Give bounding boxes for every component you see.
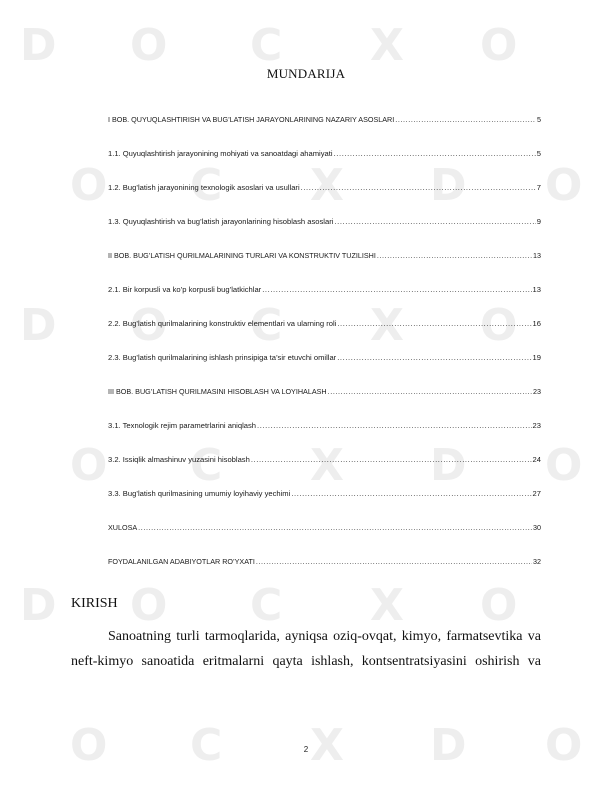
svg-text:D: D [430, 160, 467, 211]
svg-text:O: O [70, 720, 108, 771]
toc-entry-text: III BOB. BUG’LATISH QURILMASINI HISOBLASH VA LOYIHALASH [108, 387, 327, 396]
toc-entry-text: 1.2. Bug’latish jarayonining texnologik asoslari va usullari [108, 183, 300, 192]
toc-entry-text: 3.1. Texnologik rejim parametrlarini aniqlash [108, 421, 257, 430]
svg-text:C: C [250, 580, 283, 631]
svg-text:O: O [480, 580, 518, 631]
toc-entry-page: 32 [533, 557, 541, 566]
svg-text:O: O [545, 160, 583, 211]
svg-text:D: D [430, 440, 467, 491]
toc-entry[interactable] [108, 523, 541, 532]
toc-entry[interactable] [108, 115, 541, 124]
intro-paragraph [71, 624, 541, 674]
toc-entry[interactable] [108, 489, 541, 498]
toc-entry-page: 23 [533, 387, 541, 396]
toc-leader-dots [257, 421, 532, 430]
toc-entry-page: 13 [532, 285, 541, 294]
toc-entry[interactable] [108, 251, 541, 260]
toc-leader-dots [337, 353, 531, 362]
toc-entry-text: 1.1. Quyuqlashtirish jarayonining mohiyati va sanoatdagi ahamiyati [108, 149, 333, 158]
toc-title: MUNDARIJA [266, 66, 346, 81]
toc-leader-dots [334, 217, 535, 226]
svg-text:D: D [430, 720, 467, 771]
toc-leader-dots [328, 387, 532, 396]
svg-text:O: O [480, 20, 518, 71]
toc-leader-dots [251, 455, 532, 464]
toc-entry-page: 7 [536, 183, 541, 192]
svg-text:C: C [190, 160, 223, 211]
toc-entry[interactable] [108, 285, 541, 294]
toc-entry[interactable] [108, 183, 541, 192]
svg-text:O: O [130, 20, 168, 71]
toc-entry-text: 3.2. Issiqlik almashinuv yuzasini hisoblash [108, 455, 250, 464]
intro-paragraph-line: Sanoatning turli tarmoqlarida, ayniqsa oziq-ovqat, kimyo, farmatsevtika va [108, 629, 541, 644]
svg-text:C: C [250, 20, 283, 71]
toc-leader-dots [395, 115, 536, 124]
toc-entry-page: 5 [537, 115, 541, 124]
toc-entry-text: FOYDALANILGAN ADABIYOTLAR RO’YXATI [108, 557, 255, 566]
svg-text:X: X [370, 20, 404, 71]
toc-entry[interactable] [108, 387, 541, 396]
toc-entry[interactable] [108, 421, 541, 430]
toc-entry-text: XULOSA [108, 523, 138, 532]
svg-text:O: O [545, 720, 583, 771]
toc-entry-text: 3.3. Bug’latish qurilmasining umumiy loyihaviy yechimi [108, 489, 291, 498]
intro-paragraph-line: neft-kimyo sanoatida eritmalarni qayta ishlash, kontsentratsiyasini oshirish va [71, 654, 541, 669]
toc-leader-dots [262, 285, 531, 294]
toc-leader-dots [377, 251, 532, 260]
toc-leader-dots [301, 183, 536, 192]
svg-text:X: X [370, 580, 404, 631]
toc-entry-text: II BOB. BUG’LATISH QURILMALARINING TURLARI VA KONSTRUKTIV TUZILISHI [108, 251, 376, 260]
svg-text:O: O [70, 160, 108, 211]
toc-entry-text: 2.2. Bug’latish qurilmalarining konstruktiv elementlari va ularning roli [108, 319, 337, 328]
toc-leader-dots [334, 149, 536, 158]
toc-entry-text: 1.3. Quyuqlashtirish va bug’latish jarayonlarining hisoblash asoslari [108, 217, 334, 226]
toc-entry-text: 2.3. Bug’latish qurilmalarining ishlash prinsipiga ta’sir etuvchi omillar [108, 353, 337, 362]
svg-text:O: O [70, 440, 108, 491]
svg-text:D: D [20, 300, 57, 351]
page-number: 2 [303, 745, 309, 754]
toc-entry-page: 30 [533, 523, 541, 532]
toc-entry-page: 19 [532, 353, 541, 362]
toc-entry-page: 23 [532, 421, 541, 430]
svg-text:O: O [480, 300, 518, 351]
toc-leader-dots [138, 523, 532, 532]
toc-entry-page: 13 [533, 251, 541, 260]
toc-entry-page: 5 [536, 149, 541, 158]
section-heading: KIRISH [71, 596, 118, 611]
toc-entry-page: 24 [532, 455, 541, 464]
svg-text:C: C [190, 440, 223, 491]
toc-entry-page: 9 [536, 217, 541, 226]
svg-text:O: O [545, 440, 583, 491]
toc-entry-text: I BOB. QUYUQLASHTIRISH VA BUG’LATISH JARAYONLARINING NAZARIY ASOSLARI [108, 115, 395, 124]
svg-text:X: X [310, 440, 344, 491]
svg-text:C: C [250, 300, 283, 351]
toc-leader-dots [337, 319, 531, 328]
toc-entry-page: 16 [532, 319, 541, 328]
toc-entry[interactable] [108, 319, 541, 328]
svg-text:C: C [190, 720, 223, 771]
toc-entry[interactable] [108, 557, 541, 566]
svg-text:O: O [130, 300, 168, 351]
svg-text:D: D [20, 20, 57, 71]
svg-text:X: X [310, 160, 344, 211]
toc-entry-page: 27 [532, 489, 541, 498]
toc-entry[interactable] [108, 149, 541, 158]
svg-text:X: X [370, 300, 404, 351]
toc-leader-dots [256, 557, 532, 566]
svg-text:O: O [130, 580, 168, 631]
toc-entry[interactable] [108, 217, 541, 226]
toc-entry-text: 2.1. Bir korpusli va ko’p korpusli bug’latkichlar [108, 285, 262, 294]
toc-leader-dots [291, 489, 531, 498]
toc-entry[interactable] [108, 353, 541, 362]
toc-entry[interactable] [108, 455, 541, 464]
svg-text:D: D [20, 580, 57, 631]
svg-text:X: X [310, 720, 344, 771]
